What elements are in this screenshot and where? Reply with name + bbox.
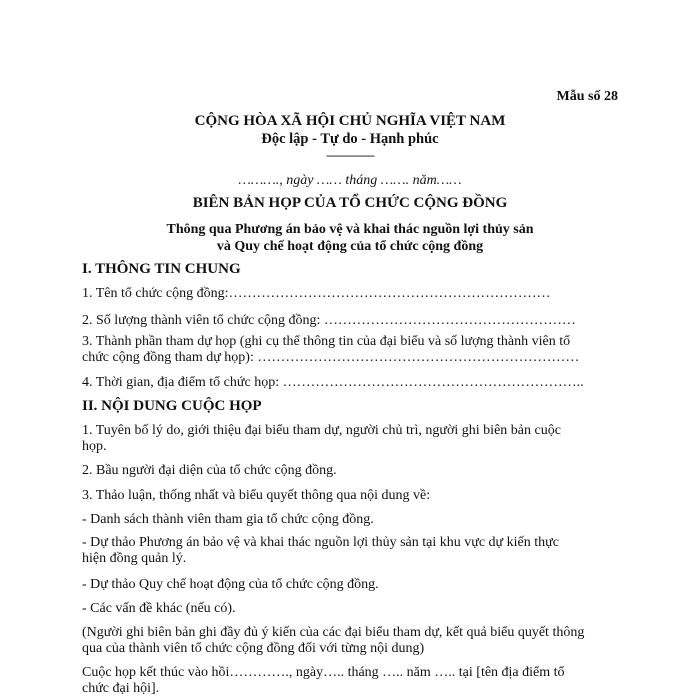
agenda-item	[82, 512, 374, 528]
form-number: Mẫu số 28	[556, 89, 618, 104]
paragraph-line: 1. Tuyên bố lý do, giới thiệu đại biểu tham dự, người chủ trì, người ghi biên bản cuộc	[82, 423, 561, 438]
agenda-item	[82, 423, 561, 455]
paragraph-line: 3. Thảo luận, thống nhất và biểu quyết thông qua nội dung về:	[82, 488, 431, 503]
meeting-closing	[82, 665, 565, 697]
paragraph-line: 3. Thành phần tham dự họp (ghi cụ thể thông tin của đại biểu và số lượng thành viên tổ	[82, 334, 571, 349]
document-title: BIÊN BẢN HỌP CỦA TỔ CHỨC CỘNG ĐỒNG	[192, 195, 508, 211]
field-time-place	[82, 375, 584, 391]
recorder-note	[82, 625, 584, 657]
paragraph-line: - Dự thảo Quy chế hoạt động của tổ chức cộng đồng.	[82, 577, 379, 592]
field-member-count	[82, 313, 576, 329]
paragraph-line: - Các vấn đề khác (nếu có).	[82, 601, 236, 616]
paragraph-line: Cuộc họp kết thúc vào hồi…………., ngày….. tháng ….. năm ….. tại [tên địa điểm tổ	[82, 665, 565, 680]
subtitle-line: và Quy chế hoạt động của tổ chức cộng đồng	[216, 239, 484, 254]
agenda-item	[82, 488, 430, 504]
date-line: ………., ngày …… tháng ……. năm……	[238, 173, 462, 188]
document-subtitle	[0, 221, 700, 255]
section-heading-general-info: I. THÔNG TIN CHUNG	[82, 261, 241, 277]
section-heading-meeting-content: II. NỘI DUNG CUỘC HỌP	[82, 398, 262, 414]
paragraph-line: - Dự thảo Phương án bảo vệ và khai thác nguồn lợi thủy sản tại khu vực dự kiến thực	[82, 535, 559, 550]
paragraph-line: chức cộng đồng tham dự họp): ……………………………………………………………	[82, 350, 580, 365]
subtitle-line: Thông qua Phương án bảo vệ và khai thác nguồn lợi thủy sản	[166, 222, 534, 237]
paragraph-line: 1. Tên tổ chức cộng đồng:……………………………………………………………	[82, 286, 551, 301]
header-divider: ----------------	[326, 148, 374, 162]
paragraph-line: hiện đồng quản lý.	[82, 551, 187, 566]
paragraph-line: (Người ghi biên bản ghi đầy đủ ý kiến của các đại biểu tham dự, kết quả biểu quyết thông	[82, 625, 585, 640]
agenda-item	[82, 463, 337, 479]
agenda-item	[82, 535, 559, 567]
agenda-item	[82, 601, 236, 617]
paragraph-line: chức đại hội].	[82, 681, 160, 696]
national-motto: Độc lập - Tự do - Hạnh phúc	[261, 131, 439, 147]
nation-title: CỘNG HÒA XÃ HỘI CHỦ NGHĨA VIỆT NAM	[194, 113, 506, 129]
agenda-item	[82, 577, 379, 593]
field-community-name	[82, 286, 551, 302]
paragraph-line: 2. Số lượng thành viên tổ chức cộng đồng: ………………………………………………	[82, 313, 576, 328]
paragraph-line: - Danh sách thành viên tham gia tổ chức cộng đồng.	[82, 512, 374, 527]
paragraph-line: họp.	[82, 439, 107, 454]
paragraph-line: qua của thành viên tổ chức cộng đồng đối với từng nội dung)	[82, 641, 425, 656]
paragraph-line: 2. Bầu người đại diện của tổ chức cộng đồng.	[82, 463, 337, 478]
paragraph-line: 4. Thời gian, địa điểm tổ chức họp: ………………………………………………………..	[82, 375, 584, 390]
field-participants	[82, 334, 579, 366]
